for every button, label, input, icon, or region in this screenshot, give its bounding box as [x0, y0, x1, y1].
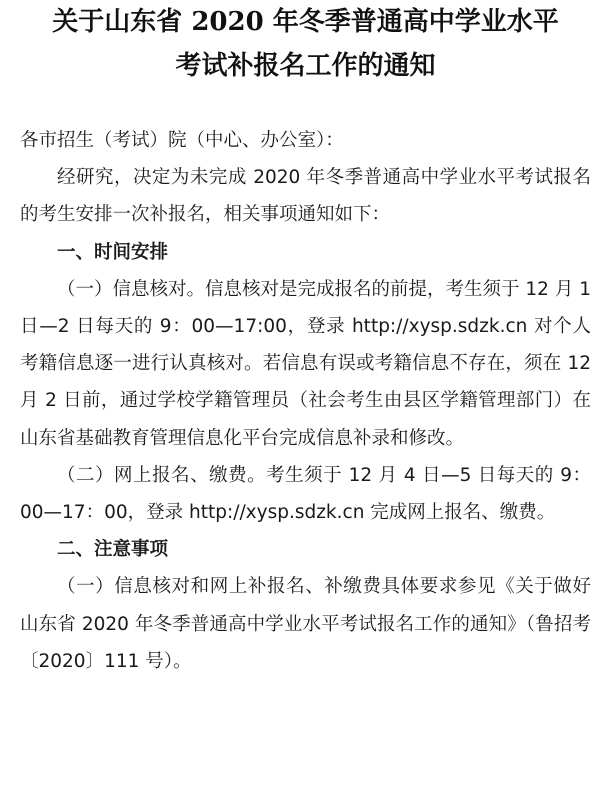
- title-line-1: 关于山东省 2020 年冬季普通高中学业水平: [52, 7, 559, 37]
- section-2-heading: 二、注意事项: [57, 539, 169, 561]
- document-title: [20, 0, 591, 88]
- document-body: [20, 122, 591, 680]
- intro-paragraph: 经研究，决定为未完成 2020 年冬季普通高中学业水平考试报名的考生安排一次补报名，相关事项通知如下：: [20, 167, 591, 226]
- section-2-item-1: （一）信息核对和网上补报名、补缴费具体要求参见《关于做好山东省 2020 年冬季普通高中学业水平考试报名工作的通知》（鲁招考〔2020〕111 号）。: [20, 576, 591, 672]
- section-1-heading: 一、时间安排: [57, 241, 169, 263]
- section-1-item-1: （一）信息核对。信息核对是完成报名的前提，考生须于 12 月 1 日—2 日每天的 9：00—17:00，登录 http://xysp.sdzk.cn 对个人考籍信息逐一进行认真核对。若信息有误或考籍信息不存在，须在 12 月 2 日前，通过学校学籍管理员（社会考生由县区学籍管理部门）在山东省基础教育管理信息化平台完成信息补录和修改。: [20, 278, 591, 449]
- section-1-item-2: （二）网上报名、缴费。考生须于 12 月 4 日—5 日每天的 9：00—17：00，登录 http://xysp.sdzk.cn 完成网上报名、缴费。: [20, 464, 591, 524]
- title-line-2: 考试补报名工作的通知: [175, 51, 436, 81]
- salutation: 各市招生（考试）院（中心、办公室）：: [20, 130, 344, 151]
